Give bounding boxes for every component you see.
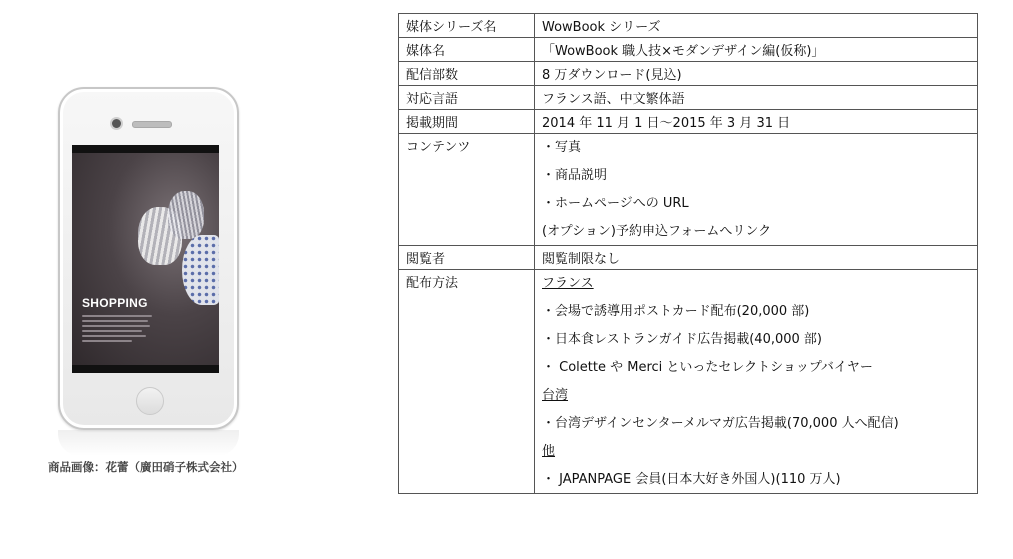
glass-cup-image (168, 191, 204, 239)
screen-title: SHOPPING (82, 296, 148, 310)
row-value: 8 万ダウンロード(見込) (535, 62, 978, 86)
row-label: 対応言語 (399, 86, 535, 110)
row-label: 掲載期間 (399, 110, 535, 134)
region-heading: 台湾 (542, 388, 569, 403)
table-row (399, 62, 978, 86)
table-row (399, 246, 978, 270)
distribution-line: ・ Colette や Merci といったセレクトショップバイヤー (542, 360, 873, 375)
table-row (399, 14, 978, 38)
contents-line: (オプション)予約申込フォームへリンク (542, 224, 772, 239)
product-phone-image (58, 87, 239, 430)
contents-line: ・写真 (542, 140, 582, 155)
row-value: 「WowBook 職人技×モダンデザイン編(仮称)」 (535, 38, 978, 62)
phone-speaker (132, 121, 172, 128)
row-label: 閲覧者 (399, 246, 535, 270)
distribution-line: ・台湾デザインセンターメルマガ広告掲載(70,000 人へ配信) (542, 416, 899, 431)
phone-home-button (136, 387, 164, 415)
row-label: 配信部数 (399, 62, 535, 86)
shopping-screen (72, 153, 219, 365)
row-value: フランス語、中文繁体語 (535, 86, 978, 110)
row-value: WowBook シリーズ (535, 14, 978, 38)
table-row (399, 134, 978, 246)
screen-text-lines (82, 315, 152, 345)
row-value: 2014 年 11 月 1 日～2015 年 3 月 31 日 (535, 110, 978, 134)
distribution-value (535, 270, 978, 494)
contents-line: ・商品説明 (542, 168, 608, 183)
phone-reflection (58, 430, 239, 456)
row-label: コンテンツ (399, 134, 535, 246)
distribution-line: ・ JAPANPAGE 会員(日本大好き外国人)(110 万人) (542, 472, 841, 487)
distribution-line: ・日本食レストランガイド広告掲載(40,000 部) (542, 332, 822, 347)
phone-camera (112, 119, 121, 128)
table-row (399, 110, 978, 134)
table-row (399, 270, 978, 494)
contents-line: ・ホームページへの URL (542, 196, 689, 211)
row-label: 媒体シリーズ名 (399, 14, 535, 38)
image-caption: 商品画像：花蕾（廣田硝子株式会社） (48, 460, 244, 474)
media-info-table (398, 13, 978, 494)
table-row (399, 86, 978, 110)
row-label: 媒体名 (399, 38, 535, 62)
region-heading: 他 (542, 444, 556, 459)
row-value: 閲覧制限なし (535, 246, 978, 270)
distribution-line: ・会場で誘導用ポストカード配布(20,000 部) (542, 304, 810, 319)
region-heading: フランス (542, 276, 594, 291)
table-row (399, 38, 978, 62)
phone-screen (72, 145, 219, 373)
contents-value (535, 134, 978, 246)
glass-cup-image (182, 235, 219, 305)
row-label: 配布方法 (399, 270, 535, 494)
